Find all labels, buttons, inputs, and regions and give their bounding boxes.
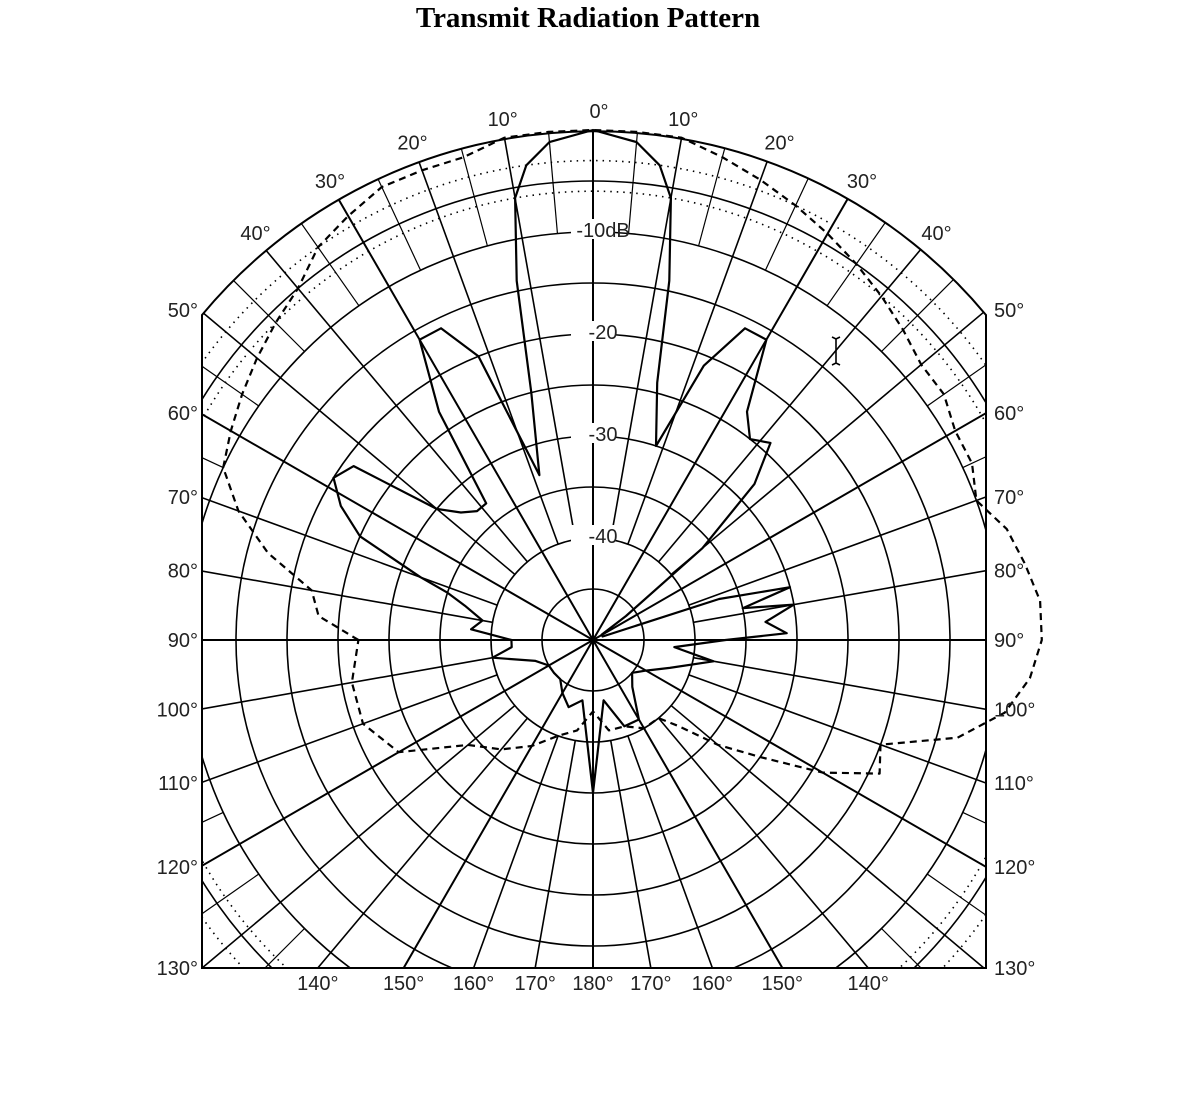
series-group bbox=[223, 130, 1042, 796]
angle-tick-label: 70° bbox=[994, 486, 1025, 509]
grid-spoke bbox=[593, 640, 1194, 1099]
angle-tick-label: 130° bbox=[156, 958, 198, 980]
angle-tick-label: 130° bbox=[994, 958, 1036, 980]
grid-spoke bbox=[0, 326, 497, 605]
grid-tick bbox=[629, 1046, 673, 1103]
angle-tick-label: 20° bbox=[397, 132, 428, 155]
grid-spoke bbox=[0, 675, 497, 954]
grid-spoke bbox=[279, 736, 558, 1103]
radial-tick-label: -20 bbox=[588, 322, 618, 344]
grid-spoke bbox=[0, 640, 593, 1099]
angle-tick-label: 150° bbox=[761, 973, 804, 995]
series-solid-line bbox=[334, 130, 794, 793]
angle-tick-label: 140° bbox=[297, 973, 339, 995]
radial-tick-label: -10dB bbox=[576, 220, 630, 242]
grid-spoke bbox=[659, 0, 1184, 562]
grid-spoke bbox=[0, 181, 593, 640]
angle-tick-label: 100° bbox=[994, 699, 1036, 722]
angle-tick-label: 170° bbox=[514, 973, 556, 995]
grid-tick bbox=[0, 812, 223, 1028]
grid-tick bbox=[513, 1046, 557, 1103]
grid-tick bbox=[205, 1010, 421, 1103]
angle-tick-label: 120° bbox=[156, 856, 198, 879]
angle-tick-label: 20° bbox=[764, 132, 795, 155]
angle-tick-label: 90° bbox=[167, 630, 198, 652]
grid-spoke bbox=[671, 706, 1194, 1103]
grid-spoke bbox=[693, 658, 1194, 800]
angle-tick-label: 100° bbox=[156, 699, 198, 722]
angle-tick-label: 10° bbox=[487, 108, 518, 131]
angle-tick-label: 140° bbox=[847, 973, 889, 995]
grid-tick bbox=[927, 874, 1194, 1103]
grid-tick bbox=[827, 0, 1120, 306]
grid-spoke bbox=[0, 481, 493, 623]
grid-spoke bbox=[628, 736, 907, 1103]
angle-tick-label: 170° bbox=[630, 973, 672, 995]
grid-tick bbox=[0, 560, 187, 604]
grid-spoke bbox=[3, 0, 528, 562]
radial-tick-labels bbox=[571, 219, 630, 548]
grid-spoke bbox=[693, 481, 1194, 623]
grid-spoke bbox=[593, 0, 1052, 640]
angle-tick-label: 80° bbox=[167, 560, 198, 583]
grid-tick bbox=[765, 1010, 981, 1103]
angle-tick-label: 0° bbox=[589, 101, 609, 123]
angle-tick-label: 150° bbox=[382, 973, 425, 995]
radial-tick-label: -30 bbox=[588, 424, 618, 446]
grid-tick bbox=[355, 0, 487, 246]
grid-tick bbox=[513, 0, 557, 234]
grid-spoke bbox=[434, 0, 576, 540]
angle-tick-label: 60° bbox=[994, 403, 1025, 426]
grid-tick bbox=[0, 113, 259, 406]
grid-tick bbox=[0, 0, 305, 352]
grid-tick bbox=[699, 1034, 831, 1103]
angle-tick-label: 110° bbox=[994, 773, 1034, 796]
angle-tick-label: 110° bbox=[158, 773, 198, 796]
grid-tick bbox=[355, 1034, 487, 1103]
angle-tick-label: 160° bbox=[691, 973, 734, 995]
angle-tick-label: 90° bbox=[994, 630, 1025, 652]
grid-tick bbox=[629, 0, 673, 234]
grid-tick bbox=[963, 252, 1194, 468]
angle-tick-label: 160° bbox=[452, 973, 495, 995]
angle-tick-label: 40° bbox=[240, 223, 271, 246]
grid-tick bbox=[999, 560, 1194, 604]
angle-tick-label: 30° bbox=[846, 170, 878, 193]
grid-tick bbox=[881, 0, 1194, 352]
chart-title: Transmit Radiation Pattern bbox=[415, 2, 761, 34]
grid-tick bbox=[881, 928, 1194, 1103]
grid-spoke bbox=[0, 658, 493, 800]
angle-tick-label: 30° bbox=[314, 170, 346, 193]
grid-spoke bbox=[0, 50, 515, 575]
angle-tick-label: 50° bbox=[994, 300, 1025, 323]
grid-spoke bbox=[593, 181, 1194, 640]
grid-spoke bbox=[611, 0, 753, 540]
grid-tick bbox=[0, 252, 223, 468]
angle-tick-label: 10° bbox=[668, 108, 699, 131]
grid-spoke bbox=[671, 50, 1194, 575]
angle-tick-label: 50° bbox=[167, 300, 198, 323]
angle-tick-label: 80° bbox=[994, 560, 1025, 583]
grid-tick bbox=[66, 0, 359, 306]
grid-tick bbox=[927, 113, 1194, 406]
grid-tick bbox=[963, 812, 1194, 1028]
angle-tick-label: 40° bbox=[921, 223, 952, 246]
angle-tick-label: 180° bbox=[572, 973, 614, 995]
grid-tick bbox=[699, 0, 831, 246]
angle-tick-label: 70° bbox=[167, 486, 198, 509]
radial-tick-label: -40 bbox=[588, 526, 618, 548]
angle-tick-label: 120° bbox=[994, 856, 1036, 879]
text-cursor-icon bbox=[830, 336, 844, 366]
angle-tick-label: 60° bbox=[167, 403, 198, 426]
